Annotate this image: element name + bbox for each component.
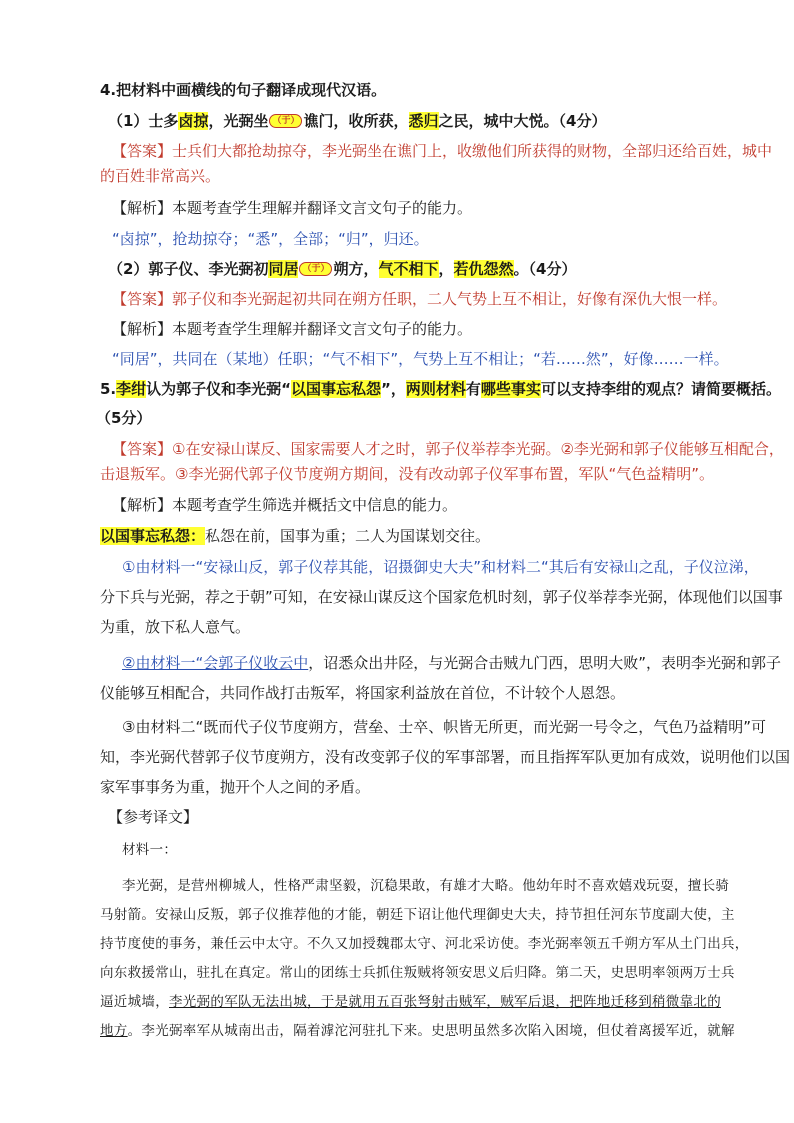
highlight-word: 同居: [268, 260, 299, 278]
answer-label: 【答案】: [112, 290, 173, 308]
explanation-label: 【解析】: [112, 496, 173, 514]
sentence-2-text: （2）郭子仪、李光弼初: [108, 260, 269, 278]
answer-2: [112, 288, 727, 310]
reference-title: 【参考译文】: [108, 808, 199, 826]
translation-line: 持节度使的事务，兼任云中太守。不久又加授魏郡太守、河北采访使。李光弼率领五千朔方军从土门出兵，: [100, 936, 749, 952]
sentence-1-text: ，光弼坐: [208, 112, 269, 130]
question-4-title: 4.把材料中画横线的句子翻译成现代汉语。: [100, 81, 387, 99]
highlight-word: 若仇怨然: [453, 260, 514, 278]
translation-text: 。李光弼率军从城南出击，隔着滹沱河驻扎下来。史思明虽然多次陷入困境，但仗着离援军近，就解: [127, 1023, 735, 1039]
point-2-line-1: [122, 652, 781, 674]
translation-line: 马射箭。安禄山反叛，郭子仪推荐他的才能，朝廷下诏让他代理御史大夫，持节担任河东节度副大使，主: [100, 907, 735, 923]
question-text: 认为郭子仪和李光弼“: [146, 380, 292, 398]
answer-text: 士兵们大都抢劫掠夺，李光弼坐在谯门上，收缴他们所获得的财物，全部归还给百姓，城中: [172, 142, 773, 160]
sentence-2-text: 朔方，: [333, 260, 379, 278]
answer-label: 【答案】: [112, 440, 173, 458]
explanation-2-detail: “同居”，共同在（某地）任职；“气不相下”，气势上互不相让；“若……然”，好像……一样。: [112, 350, 729, 368]
question-text: ”，: [381, 380, 406, 398]
sentence-2-text: 。（4分）: [513, 260, 577, 278]
sentence-1: [108, 110, 606, 132]
question-5-score: （5分）: [96, 409, 152, 427]
answer-1-cont: 的百姓非常高兴。: [100, 167, 221, 185]
highlight-word: 卤掠: [178, 112, 209, 130]
point-3-line-2: 知，李光弼代替郭子仪节度朔方，没有改变郭子仪的军事部署，而且指挥军队更加有成效，说明他们以国: [100, 748, 791, 766]
question-text: 有: [465, 380, 481, 398]
highlight-word: 气不相下: [378, 260, 439, 278]
sentence-2-text: ，: [438, 260, 454, 278]
answer-5: [112, 438, 784, 460]
translation-line: [100, 991, 721, 1013]
highlight-word: 李绀: [116, 380, 147, 398]
highlight-word: 哪些事实: [480, 380, 541, 398]
underlined-sentence: 地方: [100, 1023, 128, 1039]
explanation-1: [112, 197, 472, 219]
explanation-label: 【解析】: [112, 199, 173, 217]
highlight-word: 悉归: [408, 112, 439, 130]
answer-5-cont: 击退叛军。③李光弼代郭子仪节度朔方期间，没有改动郭子仪军事布置，军队“气色益精明”。: [100, 465, 714, 483]
question-text: 可以支持李绀的观点？请简要概括。: [540, 380, 781, 398]
answer-text: 郭子仪和李光弼起初共同在朔方任职，二人气势上互不相让，好像有深仇大恨一样。: [172, 290, 728, 308]
sentence-1-text: 谯门，收所获，: [303, 112, 409, 130]
translation-line: 李光弼，是营州柳城人，性格严肃坚毅，沉稳果敢，有雄才大略。他幼年时不喜欢嬉戏玩耍，擅长骑: [122, 878, 730, 894]
explanation-text: 本题考查学生理解并翻译文言文句子的能力。: [172, 199, 473, 217]
explanation-label: 【解析】: [112, 320, 173, 338]
omission-mark: （于）: [269, 114, 302, 128]
point-1-line-2: 分下兵与光弼，荐之于朝”可知，在安禄山谋反这个国家危机时刻，郭子仪举荐李光弼，体现他们以国事: [100, 588, 783, 606]
answer-1: [112, 140, 772, 162]
highlight-word: 以国事忘私怨: [291, 380, 382, 398]
key-phrase-text: 私怨在前，国事为重；二人为国谋划交往。: [205, 527, 491, 545]
underlined-sentence: 李光弼的军队无法出城，于是就用五百张弩射击贼军，贼军后退，把阵地迁移到稍微靠北的: [169, 994, 721, 1010]
point-3-line-1: ③由材料二“既而代子仪节度朔方，营垒、士卒、帜皆无所更，而光弼一号令之，气色乃益精明”可: [122, 718, 766, 736]
answer-text: ①在安禄山谋反、国家需要人才之时，郭子仪举荐李光弼。②李光弼和郭子仪能够互相配合，: [172, 440, 784, 458]
explanation-text: 本题考查学生筛选并概括文中信息的能力。: [172, 496, 458, 514]
translation-line: [100, 1020, 735, 1042]
highlight-word: 两则材料: [405, 380, 466, 398]
explanation-1-detail: “卤掠”，抢劫掠夺；“悉”，全部；“归”，归还。: [112, 230, 429, 248]
point-1-line-3: 为重，放下私人意气。: [100, 618, 251, 636]
question-number: 5.: [100, 380, 117, 398]
material-1-label: 材料一：: [122, 842, 178, 858]
translation-text: 逼近城墙，: [100, 994, 169, 1010]
point-3-line-3: 家军事事务为重，抛开个人之间的矛盾。: [100, 778, 371, 796]
point-2-quote: ②由材料一“会郭子仪收云中: [122, 654, 309, 672]
sentence-1-text: 之民，城中大悦。（4分）: [438, 112, 607, 130]
sentence-1-text: （1）士多: [108, 112, 179, 130]
explanation-text: 本题考查学生理解并翻译文言文句子的能力。: [172, 320, 473, 338]
highlight-phrase: 以国事忘私怨：: [100, 527, 206, 545]
key-phrase: [100, 525, 490, 547]
answer-label: 【答案】: [112, 142, 173, 160]
question-5-title: [100, 378, 781, 400]
point-1-line-1: ①由材料一“安禄山反，郭子仪荐其能，诏摄御史大夫”和材料二“其后有安禄山之乱，子仪泣涕，: [122, 558, 759, 576]
point-2-line-2: 仪能够互相配合，共同作战打击叛军，将国家利益放在首位，不计较个人恩怨。: [100, 684, 626, 702]
explanation-2: [112, 318, 472, 340]
sentence-2: [108, 258, 576, 280]
point-2-text: ，诏悉众出井陉，与光弼合击贼九门西，思明大败”，表明李光弼和郭子: [308, 654, 782, 672]
translation-line: 向东救援常山，驻扎在真定。常山的团练士兵抓住叛贼将领安思义后归降。第二天，史思明率领两万士兵: [100, 965, 735, 981]
explanation-5: [112, 494, 457, 516]
omission-mark: （于）: [299, 262, 332, 276]
